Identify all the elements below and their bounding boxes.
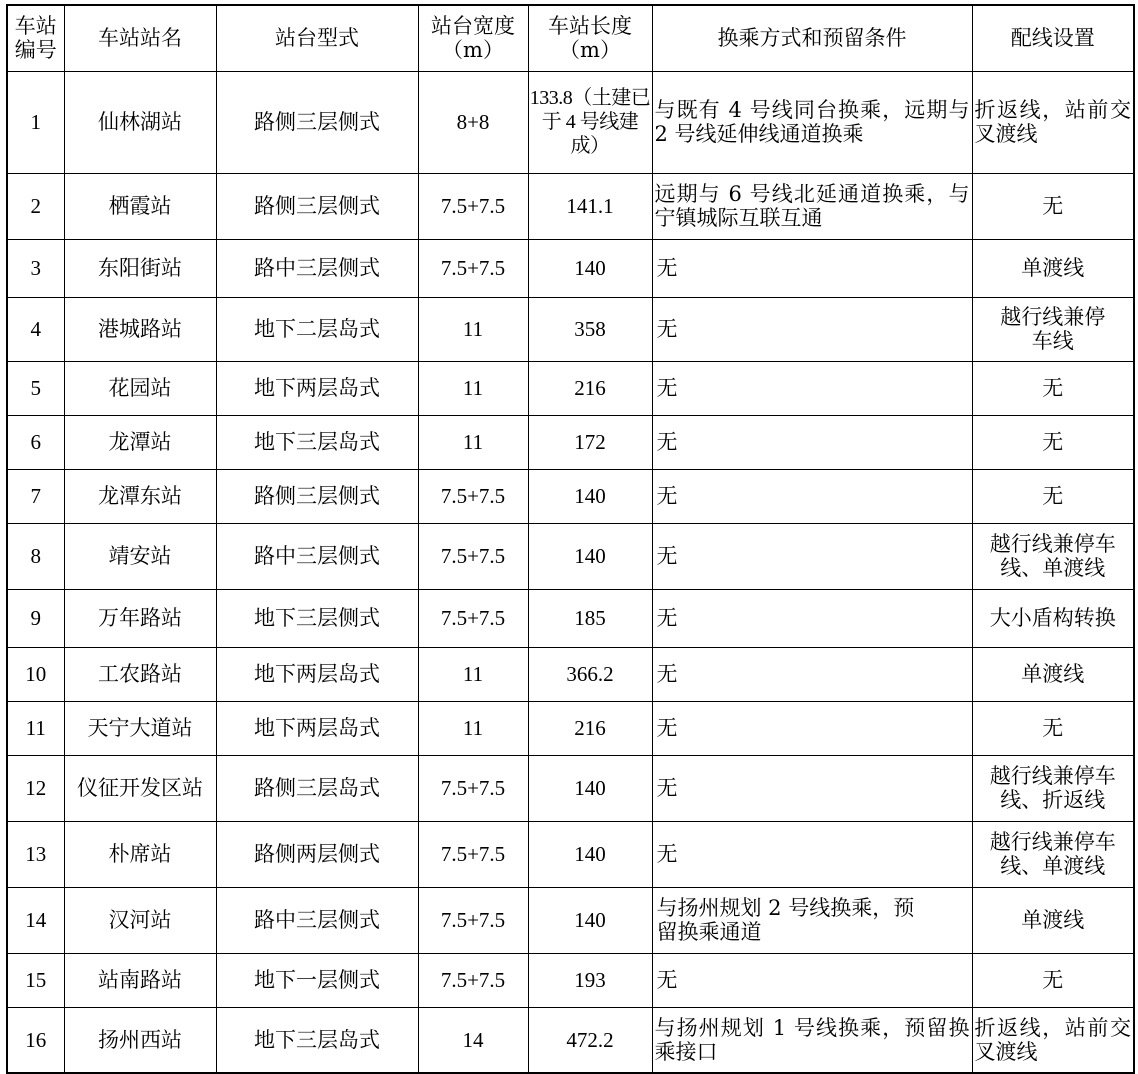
table-row <box>7 953 1134 1007</box>
cell-no: 11 <box>7 701 64 755</box>
cell-transfer: 无 <box>652 239 972 297</box>
cell-siding: 越行线兼停车线、单渡线 <box>972 523 1134 589</box>
cell-type: 地下两层岛式 <box>216 701 418 755</box>
cell-type: 地下二层岛式 <box>216 297 418 361</box>
cell-width: 7.5+7.5 <box>418 239 528 297</box>
cell-width: 7.5+7.5 <box>418 589 528 647</box>
cell-transfer: 与扬州规划 2 号线换乘，预留换乘通道 <box>652 887 972 953</box>
cell-type: 地下三层岛式 <box>216 415 418 469</box>
cell-siding: 单渡线 <box>972 647 1134 701</box>
cell-width: 8+8 <box>418 71 528 173</box>
cell-width: 7.5+7.5 <box>418 755 528 821</box>
cell-name: 仙林湖站 <box>64 71 216 173</box>
cell-width: 7.5+7.5 <box>418 469 528 523</box>
cell-type: 地下三层岛式 <box>216 1007 418 1073</box>
cell-length: 216 <box>528 361 652 415</box>
header-transfer: 换乘方式和预留条件 <box>652 5 972 71</box>
table-row <box>7 173 1134 239</box>
cell-no: 2 <box>7 173 64 239</box>
cell-transfer: 无 <box>652 523 972 589</box>
cell-length: 366.2 <box>528 647 652 701</box>
cell-length: 140 <box>528 523 652 589</box>
cell-siding: 单渡线 <box>972 239 1134 297</box>
header-station-name: 车站站名 <box>64 5 216 71</box>
cell-type: 路中三层侧式 <box>216 239 418 297</box>
cell-name: 扬州西站 <box>64 1007 216 1073</box>
cell-transfer: 无 <box>652 701 972 755</box>
cell-siding: 无 <box>972 701 1134 755</box>
table-row <box>7 755 1134 821</box>
cell-length: 140 <box>528 239 652 297</box>
cell-type: 路侧两层侧式 <box>216 821 418 887</box>
cell-transfer: 无 <box>652 821 972 887</box>
cell-no: 3 <box>7 239 64 297</box>
table-row <box>7 523 1134 589</box>
cell-width: 11 <box>418 297 528 361</box>
table-row <box>7 821 1134 887</box>
cell-siding: 越行线兼停车线、折返线 <box>972 755 1134 821</box>
cell-width: 7.5+7.5 <box>418 887 528 953</box>
cell-name: 栖霞站 <box>64 173 216 239</box>
cell-length: 358 <box>528 297 652 361</box>
table-row <box>7 701 1134 755</box>
cell-name: 龙潭东站 <box>64 469 216 523</box>
cell-no: 16 <box>7 1007 64 1073</box>
cell-width: 11 <box>418 415 528 469</box>
cell-name: 天宁大道站 <box>64 701 216 755</box>
cell-width: 14 <box>418 1007 528 1073</box>
cell-length: 472.2 <box>528 1007 652 1073</box>
cell-siding: 无 <box>972 953 1134 1007</box>
cell-siding: 无 <box>972 173 1134 239</box>
cell-length: 193 <box>528 953 652 1007</box>
cell-transfer: 无 <box>652 415 972 469</box>
cell-width: 11 <box>418 701 528 755</box>
cell-length: 140 <box>528 887 652 953</box>
cell-transfer: 无 <box>652 297 972 361</box>
cell-siding: 无 <box>972 415 1134 469</box>
header-station-no: 车站 编号 <box>7 5 64 71</box>
cell-no: 13 <box>7 821 64 887</box>
cell-type: 地下两层岛式 <box>216 647 418 701</box>
cell-length: 172 <box>528 415 652 469</box>
table-row <box>7 469 1134 523</box>
cell-type: 地下一层侧式 <box>216 953 418 1007</box>
header-siding: 配线设置 <box>972 5 1134 71</box>
cell-transfer: 远期与 6 号线北延通道换乘，与宁镇城际互联互通 <box>652 173 972 239</box>
cell-siding: 无 <box>972 469 1134 523</box>
cell-name: 朴席站 <box>64 821 216 887</box>
cell-name: 港城路站 <box>64 297 216 361</box>
cell-width: 11 <box>418 647 528 701</box>
table-row <box>7 887 1134 953</box>
cell-width: 7.5+7.5 <box>418 821 528 887</box>
cell-type: 路侧三层侧式 <box>216 71 418 173</box>
table-row <box>7 415 1134 469</box>
cell-transfer: 无 <box>652 647 972 701</box>
cell-transfer: 无 <box>652 755 972 821</box>
cell-name: 花园站 <box>64 361 216 415</box>
cell-length: 140 <box>528 755 652 821</box>
table-row <box>7 239 1134 297</box>
cell-type: 路中三层侧式 <box>216 887 418 953</box>
cell-width: 7.5+7.5 <box>418 173 528 239</box>
cell-length: 140 <box>528 821 652 887</box>
cell-no: 12 <box>7 755 64 821</box>
cell-length: 216 <box>528 701 652 755</box>
cell-no: 4 <box>7 297 64 361</box>
cell-type: 路侧三层侧式 <box>216 469 418 523</box>
cell-transfer: 无 <box>652 953 972 1007</box>
header-station-length: 车站长度 （m） <box>528 5 652 71</box>
cell-siding: 越行线兼停车线 <box>972 297 1134 361</box>
cell-name: 靖安站 <box>64 523 216 589</box>
cell-siding: 无 <box>972 361 1134 415</box>
cell-no: 15 <box>7 953 64 1007</box>
cell-transfer: 与既有 4 号线同台换乘，远期与 2 号线延伸线通道换乘 <box>652 71 972 173</box>
cell-siding: 单渡线 <box>972 887 1134 953</box>
cell-name: 站南路站 <box>64 953 216 1007</box>
cell-siding: 折返线，站前交叉渡线 <box>972 1007 1134 1073</box>
cell-transfer: 无 <box>652 589 972 647</box>
cell-name: 龙潭站 <box>64 415 216 469</box>
cell-type: 地下三层侧式 <box>216 589 418 647</box>
cell-width: 7.5+7.5 <box>418 523 528 589</box>
cell-siding: 折返线，站前交叉渡线 <box>972 71 1134 173</box>
header-row <box>7 5 1134 71</box>
cell-no: 14 <box>7 887 64 953</box>
cell-no: 10 <box>7 647 64 701</box>
table-row <box>7 589 1134 647</box>
cell-type: 路中三层侧式 <box>216 523 418 589</box>
cell-width: 11 <box>418 361 528 415</box>
cell-no: 9 <box>7 589 64 647</box>
cell-type: 路侧三层岛式 <box>216 755 418 821</box>
cell-no: 7 <box>7 469 64 523</box>
cell-siding: 大小盾构转换 <box>972 589 1134 647</box>
header-platform-width: 站台宽度 （m） <box>418 5 528 71</box>
cell-no: 1 <box>7 71 64 173</box>
cell-type: 地下两层岛式 <box>216 361 418 415</box>
cell-no: 8 <box>7 523 64 589</box>
cell-type: 路侧三层侧式 <box>216 173 418 239</box>
table-row <box>7 647 1134 701</box>
table-row <box>7 71 1134 173</box>
cell-length: 185 <box>528 589 652 647</box>
cell-name: 万年路站 <box>64 589 216 647</box>
cell-siding: 越行线兼停车线、单渡线 <box>972 821 1134 887</box>
header-platform-type: 站台型式 <box>216 5 418 71</box>
cell-name: 东阳街站 <box>64 239 216 297</box>
cell-length: 141.1 <box>528 173 652 239</box>
table-row <box>7 297 1134 361</box>
cell-transfer: 无 <box>652 361 972 415</box>
cell-no: 5 <box>7 361 64 415</box>
station-table <box>6 4 1135 1074</box>
cell-name: 汉河站 <box>64 887 216 953</box>
cell-no: 6 <box>7 415 64 469</box>
cell-transfer: 与扬州规划 1 号线换乘，预留换乘接口 <box>652 1007 972 1073</box>
cell-name: 仪征开发区站 <box>64 755 216 821</box>
cell-name: 工农路站 <box>64 647 216 701</box>
cell-width: 7.5+7.5 <box>418 953 528 1007</box>
cell-transfer: 无 <box>652 469 972 523</box>
table-row <box>7 361 1134 415</box>
cell-length: 133.8（土建已于 4 号线建成） <box>528 71 652 173</box>
cell-length: 140 <box>528 469 652 523</box>
table-row <box>7 1007 1134 1073</box>
